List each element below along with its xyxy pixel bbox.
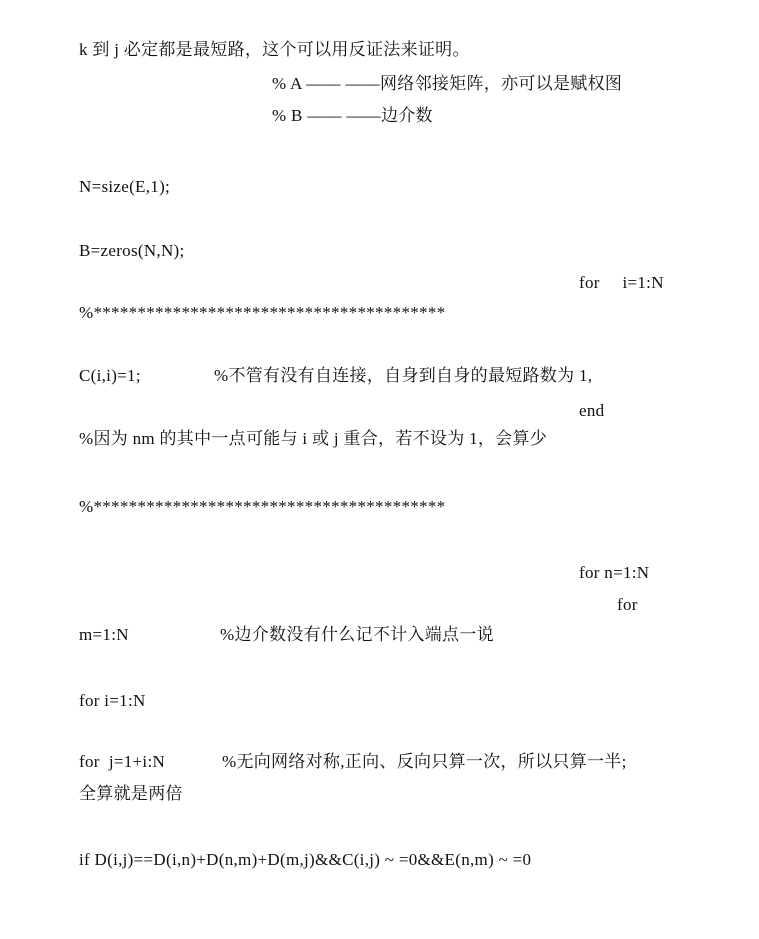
code-line-for-n: for n=1:N bbox=[579, 563, 650, 582]
comment-undirected: %无向网络对称,正向、反向只算一次，所以只算一半; bbox=[222, 752, 627, 771]
comment-line-adjacency: % A —— ——网络邻接矩阵，亦可以是赋权图 bbox=[272, 74, 623, 93]
text-line-proof-note: k 到 j 必定都是最短路，这个可以用反证法来证明。 bbox=[79, 40, 470, 59]
comment-endpoints: %边介数没有什么记不计入端点一说 bbox=[220, 625, 494, 644]
code-line-if-condition: if D(i,j)==D(i,n)+D(n,m)+D(m,j)&&C(i,j) ~ =0&&E(n,m) ~ =0 bbox=[79, 850, 532, 869]
code-line-for-i-inner: for i=1:N bbox=[79, 691, 146, 710]
code-line-m-range: m=1:N bbox=[79, 625, 129, 644]
code-line-size: N=size(E,1); bbox=[79, 177, 171, 196]
code-line-for-i: for i=1:N bbox=[579, 273, 664, 292]
comment-separator-2: %**************************************** bbox=[79, 497, 446, 516]
comment-self-connection: %不管有没有自连接，自身到自身的最短路数为 1, bbox=[214, 366, 593, 385]
comment-separator-1: %**************************************** bbox=[79, 303, 446, 322]
comment-line-nm-overlap: %因为 nm 的其中一点可能与 i 或 j 重合，若不设为 1，会算少 bbox=[79, 429, 548, 448]
code-line-end: end bbox=[579, 401, 605, 420]
code-line-for-j: for j=1+i:N bbox=[79, 752, 166, 771]
code-line-for-keyword: for bbox=[617, 595, 638, 614]
comment-line-edge-betweenness: % B —— ——边介数 bbox=[272, 106, 433, 125]
code-line-cii: C(i,i)=1; bbox=[79, 366, 141, 385]
code-line-zeros: B=zeros(N,N); bbox=[79, 241, 185, 260]
text-line-double: 全算就是两倍 bbox=[79, 784, 183, 803]
